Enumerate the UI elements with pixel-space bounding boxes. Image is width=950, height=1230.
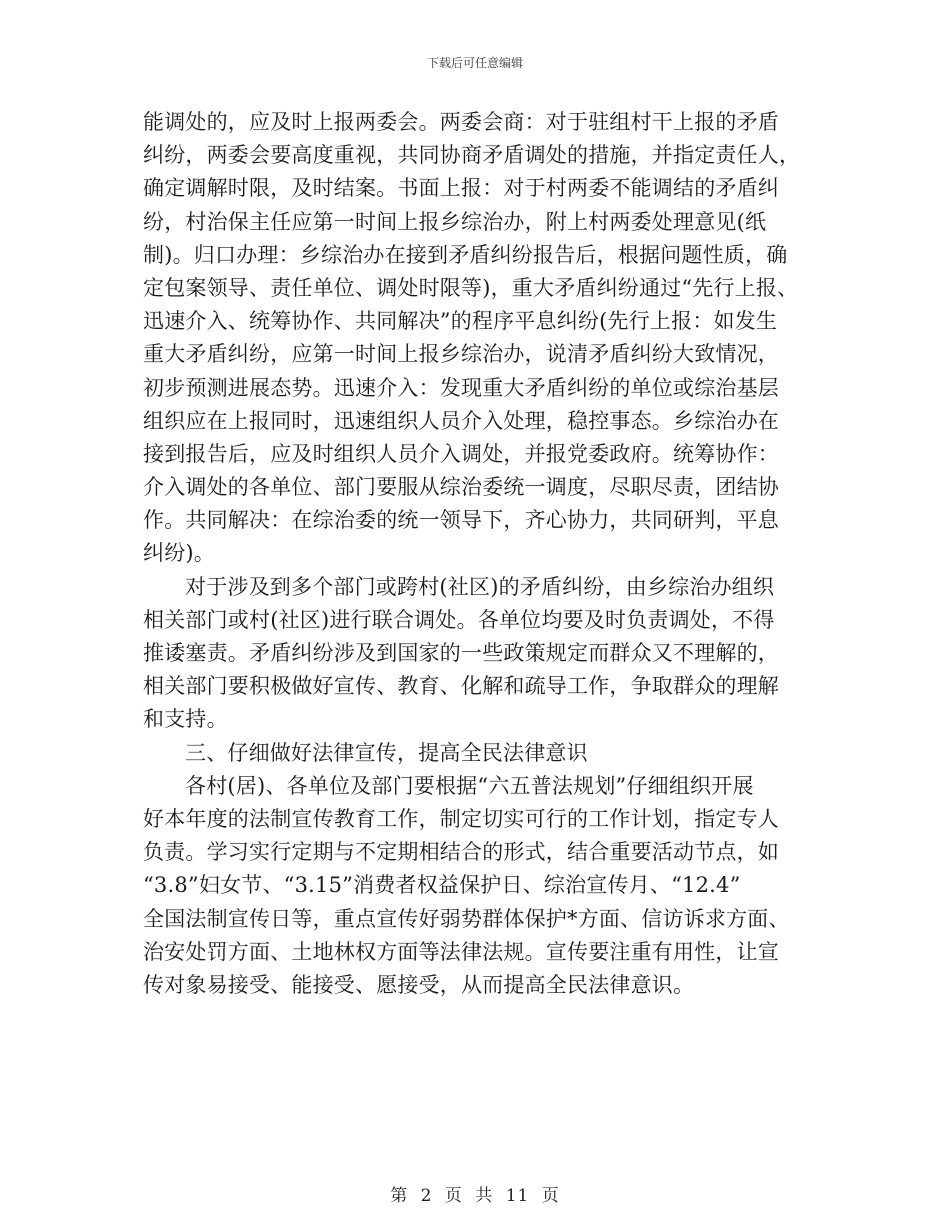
text-line: 接到报告后，应及时组织人员介入调处，并报党委政府。统筹协作： [143, 441, 779, 466]
page-header-note: 下载后可任意编辑 [426, 56, 523, 70]
text-line: 纷，村治保主任应第一时间上报乡综治办，附上村两委处理意见(纸 [143, 209, 767, 234]
text-line: 纠纷)。 [143, 541, 215, 566]
text-line: 负责。学习实行定期与不定期相结合的形式，结合重要活动节点，如 [143, 840, 779, 865]
text-line: 能调处的，应及时上报两委会。两委会商：对于驻组村干上报的矛盾 [143, 110, 779, 134]
text-line: 重大矛盾纠纷，应第一时间上报乡综治办，说清矛盾纠纷大致情况， [143, 342, 779, 367]
paragraph-start-line: 各村(居)、各单位及部门要根据“六五普法规划”仔细组织开展 [185, 773, 754, 798]
text-line: 相关部门要积极做好宣传、教育、化解和疏导工作，争取群众的理解 [143, 674, 779, 699]
text-line: 制)。归口办理：乡综治办在接到矛盾纠纷报告后，根据问题性质，确 [143, 242, 788, 267]
text-line: 迅速介入、统筹协作、共同解决”的程序平息纠纷(先行上报：如发生 [143, 309, 778, 334]
text-line: 治安处罚方面、土地林权方面等法律法规。宣传要注重有用性，让宣 [143, 939, 779, 964]
text-line: 确定调解时限，及时结案。书面上报：对于村两委不能调结的矛盾纠 [143, 176, 779, 201]
document-body [143, 106, 818, 1002]
page-number-footer: 第 2 页 共 11 页 [390, 1186, 560, 1206]
text-line: 介入调处的各单位、部门要服从综治委统一调度，尽职尽责，团结协 [143, 475, 779, 500]
text-line: 定包案领导、责任单位、调处时限等)，重大矛盾纠纷通过“先行上报、 [143, 275, 799, 300]
text-line: 相关部门或村(社区)进行联合调处。各单位均要及时负责调处，不得 [143, 607, 775, 632]
text-line: 好本年度的法制宣传教育工作，制定切实可行的工作计划，指定专人 [143, 806, 779, 831]
paragraph-start-line: 对于涉及到多个部门或跨村(社区)的矛盾纠纷，由乡综治办组织 [185, 574, 775, 599]
text-line: 推诿塞责。矛盾纠纷涉及到国家的一些政策规定而群众又不理解的， [143, 641, 779, 665]
text-line: 初步预测进展态势。迅速介入：发现重大矛盾纠纷的单位或综治基层 [143, 375, 779, 400]
text-line: “3.8”妇女节、“3.15”消费者权益保护日、综治宣传月、“12.4” [143, 873, 741, 898]
text-line: 组织应在上报同时，迅速组织人员介入处理，稳控事态。乡综治办在 [143, 408, 779, 433]
text-line: 和支持。 [143, 707, 228, 732]
text-line: 作。共同解决：在综治委的统一领导下，齐心协力，共同研判，平息 [143, 508, 779, 533]
text-line: 纠纷，两委会要高度重视，共同协商矛盾调处的措施，并指定责任人， [143, 143, 801, 168]
section-heading: 三、仔细做好法律宣传，提高全民法律意识 [185, 740, 588, 765]
text-line: 传对象易接受、能接受、愿接受，从而提高全民法律意识。 [143, 972, 695, 997]
text-line: 全国法制宣传日等，重点宣传好弱势群体保护*方面、信访诉求方面、 [143, 906, 790, 931]
